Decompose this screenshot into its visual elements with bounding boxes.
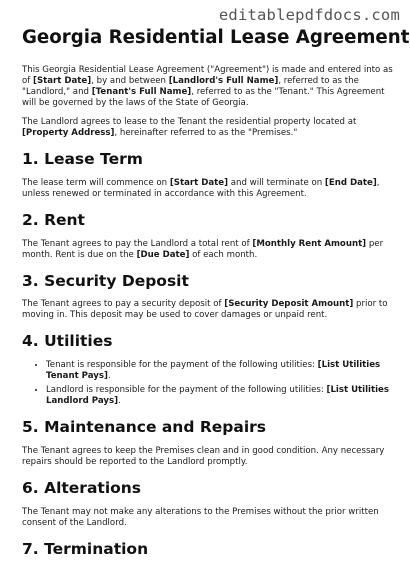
- lease-document: [22, 27, 410, 568]
- section-heading-rent: 2. Rent: [22, 210, 85, 229]
- rent-paragraph: The Tenant agrees to pay the Landlord a total rent of [Monthly Rent Amount] per month. Rent is due on the [Due Date] of each month.: [22, 238, 384, 260]
- deposit-amount-placeholder: [Security Deposit Amount]: [224, 299, 354, 310]
- landlord-name-placeholder: [Landlord's Full Name]: [168, 75, 279, 86]
- section-heading-security-deposit: 3. Security Deposit: [22, 271, 189, 290]
- site-watermark: editablepdfdocs.com: [218, 6, 400, 24]
- section-heading-alterations: 6. Alterations: [22, 478, 142, 497]
- landlord-utilities-placeholder: [List Utilities Landlord Pays]: [46, 385, 390, 407]
- section-heading-lease-term: 1. Lease Term: [22, 149, 143, 168]
- maintenance-paragraph: The Tenant agrees to keep the Premises clean and in good condition. Any necessary repairs should be reported to the Landlord promptly.: [22, 445, 385, 467]
- list-item: • Tenant is responsible for the payment of the following utilities: [List Utilities Tenant Pays].: [46, 360, 394, 382]
- section-heading-utilities: 4. Utilities: [22, 332, 113, 351]
- term-start-date-placeholder: [Start Date]: [169, 177, 229, 188]
- security-deposit-paragraph: The Tenant agrees to pay a security deposit of [Security Deposit Amount] prior to moving in. This deposit may be used to cover damages or unpaid rent.: [22, 299, 388, 321]
- utilities-list: [22, 360, 394, 407]
- document-title: Georgia Residential Lease Agreement: [22, 27, 410, 48]
- alterations-paragraph: The Tenant may not make any alterations to the Premises without the prior written consent of the Landlord.: [22, 506, 379, 528]
- end-date-placeholder: [End Date]: [324, 177, 377, 188]
- due-date-placeholder: [Due Date]: [136, 249, 190, 260]
- list-item: • Landlord is responsible for the payment of the following utilities: [List Utilities Landlord Pays].: [46, 385, 394, 407]
- property-address-placeholder: [Property Address]: [22, 127, 115, 138]
- premises-paragraph: The Landlord agrees to lease to the Tenant the residential property located at [Property Address], hereinafter referred to as the "Premises.": [22, 116, 357, 138]
- section-heading-maintenance: 5. Maintenance and Repairs: [22, 418, 267, 437]
- tenant-name-placeholder: [Tenant's Full Name]: [91, 86, 192, 97]
- monthly-rent-placeholder: [Monthly Rent Amount]: [252, 238, 367, 249]
- start-date-placeholder: [Start Date]: [33, 75, 92, 86]
- intro-paragraph: This Georgia Residential Lease Agreement ("Agreement") is made and entered into as of [Start Date], by and between [Landlord's Full Name], referred to as the "Landlord," and [Tenant's Full Name], referred to as the "Tenant." This Agreement will be governed by the laws of the State of Georgia.: [22, 64, 393, 108]
- lease-term-paragraph: The lease term will commence on [Start Date] and will terminate on [End Date], unless renewed or terminated in accordance with this Agreement.: [22, 177, 380, 199]
- tenant-utilities-placeholder: [List Utilities Tenant Pays]: [46, 360, 381, 382]
- section-heading-termination: 7. Termination: [22, 539, 149, 558]
